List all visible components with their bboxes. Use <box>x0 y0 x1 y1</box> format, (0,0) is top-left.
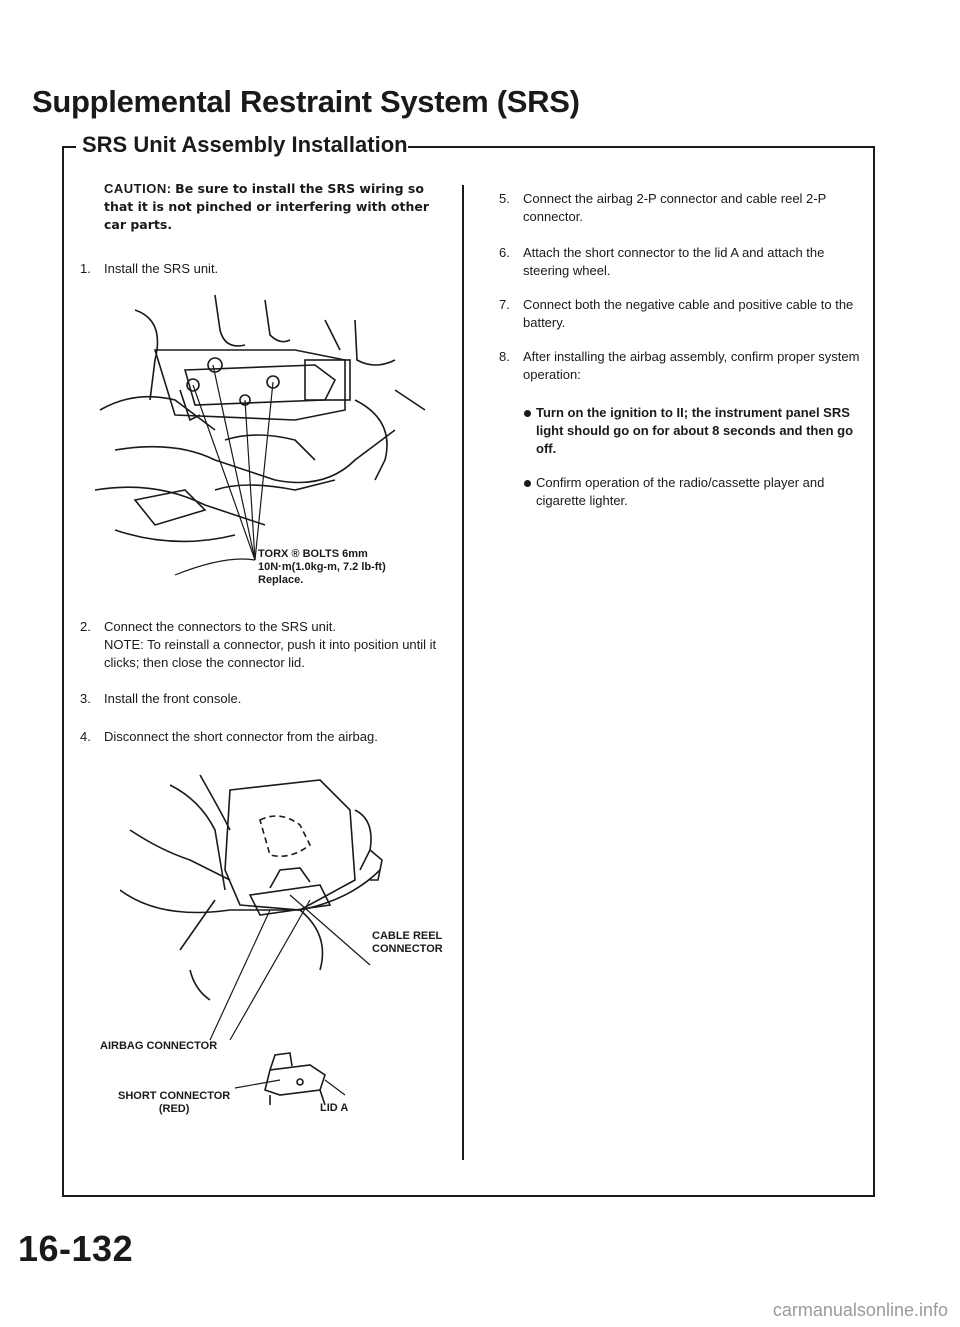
short-connector-text: SHORT CONNECTOR <box>118 1090 231 1102</box>
step-text: Connect the connectors to the SRS unit. <box>104 619 336 634</box>
step-number: 7. <box>499 297 510 312</box>
step-2 <box>80 618 454 672</box>
step-7 <box>499 296 863 332</box>
page-number: 16-132 <box>18 1228 134 1269</box>
torx-bolts-torque: 10N·m(1.0kg-m, 7.2 lb-ft) <box>258 561 386 573</box>
bullet-ignition <box>536 404 866 458</box>
short-connector-label <box>118 1090 230 1116</box>
srs-unit-drawing <box>95 295 425 541</box>
caution-block <box>104 180 454 234</box>
short-connector-color: (RED) <box>158 1103 190 1115</box>
connector-leader-lines <box>210 895 370 1095</box>
column-divider <box>462 185 464 1160</box>
caution-text: Be sure to install the SRS wiring so that it is not pinched or interfering with other car parts. <box>104 181 429 232</box>
watermark: carmanualsonline.info <box>772 1300 948 1320</box>
frame-right-border <box>873 146 875 1196</box>
step-number: 2. <box>80 619 91 634</box>
step-text: Connect the airbag 2-P connector and cable reel 2-P connector. <box>523 191 827 224</box>
step-number: 8. <box>499 349 510 364</box>
bullet-dot <box>524 410 531 417</box>
frame-bottom-border <box>62 1195 875 1197</box>
bullet-text: Turn on the ignition to II; the instrument panel SRS light should go on for about 8 seconds and then go off. <box>536 405 854 456</box>
page-title: Supplemental Restraint System (SRS) <box>32 84 580 119</box>
cable-reel-connector-label <box>372 930 443 956</box>
airbag-connector-label: AIRBAG CONNECTOR <box>100 1040 218 1052</box>
step-3 <box>80 690 454 708</box>
frame-top-left-tick <box>62 146 76 148</box>
step-8 <box>499 348 863 384</box>
step-note: NOTE: To reinstall a connector, push it into position until it clicks; then close the connector lid. <box>104 637 437 670</box>
cable-reel-text: CABLE REEL <box>372 930 443 942</box>
caution-label: CAUTION: <box>104 181 172 196</box>
cable-reel-connector-text: CONNECTOR <box>372 943 443 955</box>
step-number: 4. <box>80 729 91 744</box>
bullet-dot <box>524 480 531 487</box>
step-6 <box>499 244 863 280</box>
torx-bolts-replace: Replace. <box>258 574 304 586</box>
airbag-connector-drawing <box>120 775 382 1105</box>
step-4 <box>80 728 454 746</box>
step-number: 5. <box>499 191 510 206</box>
step-text: After installing the airbag assembly, confirm proper system operation: <box>523 349 860 382</box>
step-1 <box>80 260 454 278</box>
step-text: Install the SRS unit. <box>104 261 219 276</box>
step-number: 6. <box>499 245 510 260</box>
step-text: Connect both the negative cable and positive cable to the battery. <box>523 297 854 330</box>
torx-bolts-size: TORX ® BOLTS 6mm <box>258 548 368 560</box>
lid-a-label: LID A <box>320 1102 349 1114</box>
step-number: 1. <box>80 261 91 276</box>
step-text: Attach the short connector to the lid A and attach the steering wheel. <box>523 245 825 278</box>
step-number: 3. <box>80 691 91 706</box>
torx-bolts-label <box>258 548 386 587</box>
step-5 <box>499 190 863 226</box>
frame-left-border <box>62 146 64 1196</box>
bullet-text: Confirm operation of the radio/cassette player and cigarette lighter. <box>536 475 825 508</box>
frame-top-right-line <box>408 146 874 148</box>
step-text: Disconnect the short connector from the airbag. <box>104 729 378 744</box>
section-title: SRS Unit Assembly Installation <box>82 132 408 157</box>
bullet-radio <box>536 474 866 510</box>
bolt-leader-lines <box>175 365 273 575</box>
step-text: Install the front console. <box>104 691 242 706</box>
